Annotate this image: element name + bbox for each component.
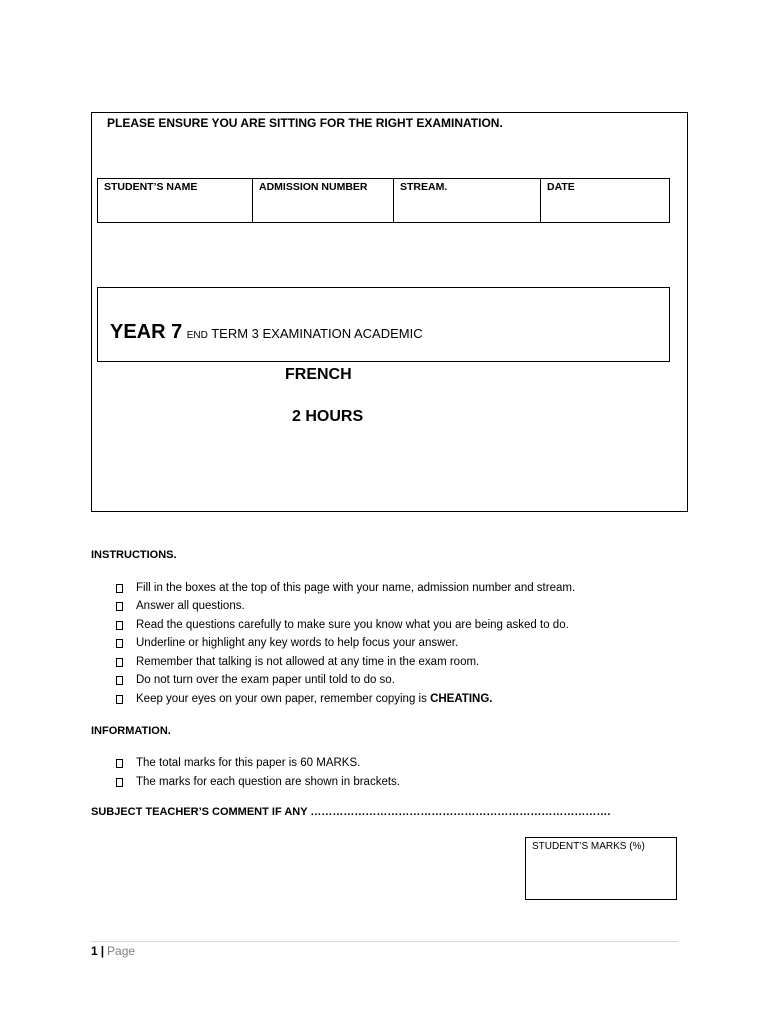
information-heading: INFORMATION. bbox=[91, 725, 171, 737]
stream-cell[interactable]: STREAM. bbox=[394, 179, 541, 222]
checkbox-icon bbox=[116, 621, 123, 630]
instruction-item: Fill in the boxes at the top of this page with your name, admission number and stream. bbox=[116, 582, 575, 594]
checkbox-icon bbox=[116, 759, 123, 768]
footer-separator: | bbox=[100, 944, 105, 958]
exam-duration: 2 HOURS bbox=[292, 408, 364, 425]
exam-subject: FRENCH bbox=[285, 366, 352, 383]
page-label: Page bbox=[107, 944, 136, 958]
page-number: 1 bbox=[91, 944, 98, 958]
instruction-item: Read the questions carefully to make sure you know what you are being asked to do. bbox=[116, 619, 569, 631]
date-cell[interactable]: DATE bbox=[547, 181, 575, 193]
exam-title bbox=[110, 321, 423, 344]
checkbox-icon bbox=[116, 778, 123, 787]
cheating-emphasis: CHEATING. bbox=[430, 693, 493, 705]
information-item: The marks for each question are shown in brackets. bbox=[116, 776, 400, 788]
instruction-item: Remember that talking is not allowed at any time in the exam room. bbox=[116, 656, 479, 668]
information-item: The total marks for this paper is 60 MARKS. bbox=[116, 757, 360, 769]
exam-notice: PLEASE ENSURE YOU ARE SITTING FOR THE RIGHT EXAMINATION. bbox=[107, 116, 503, 130]
instruction-last-text: Keep your eyes on your own paper, remember copying is bbox=[136, 693, 431, 705]
checkbox-icon bbox=[116, 676, 123, 685]
year-label: YEAR 7 bbox=[110, 321, 183, 343]
footer-divider bbox=[91, 941, 678, 942]
admission-number-cell[interactable]: ADMISSION NUMBER bbox=[253, 179, 394, 222]
teacher-comment-line[interactable]: SUBJECT TEACHER’S COMMENT IF ANY ………………………………………………………………………. bbox=[91, 806, 611, 818]
student-marks-box[interactable] bbox=[525, 837, 677, 900]
checkbox-icon bbox=[116, 658, 123, 667]
instruction-item: Do not turn over the exam paper until told to do so. bbox=[116, 674, 395, 686]
checkbox-icon bbox=[116, 584, 123, 593]
exam-title-rest: TERM 3 EXAMINATION ACADEMIC bbox=[207, 326, 423, 341]
student-name-cell[interactable]: STUDENT’S NAME bbox=[98, 179, 253, 222]
checkbox-icon bbox=[116, 639, 123, 648]
student-marks-label: STUDENT’S MARKS (%) bbox=[532, 841, 645, 852]
instruction-item bbox=[116, 693, 492, 705]
instruction-item: Answer all questions. bbox=[116, 600, 245, 612]
instructions-heading: INSTRUCTIONS. bbox=[91, 549, 177, 561]
exam-title-text bbox=[187, 326, 423, 341]
checkbox-icon bbox=[116, 602, 123, 611]
page-footer bbox=[91, 944, 135, 958]
student-info-table bbox=[97, 178, 670, 223]
checkbox-icon bbox=[116, 695, 123, 704]
instruction-item: Underline or highlight any key words to help focus your answer. bbox=[116, 637, 458, 649]
exam-title-prefix: END bbox=[186, 330, 208, 341]
